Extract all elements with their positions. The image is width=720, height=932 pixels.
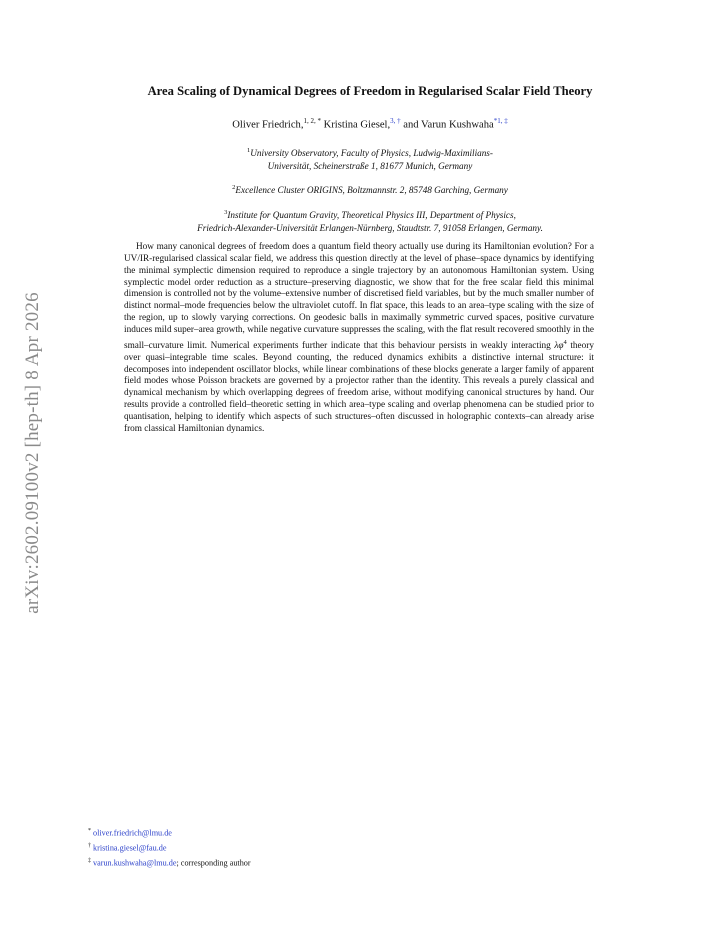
affiliation-1-number: 1 [247, 147, 251, 154]
abstract-text-2: theory over quasi–integrable time scales. Beyond counting, the reduced dynamics exhibits a distinctive internal structure: it decomposes into independent oscillator blocks, while linear combinations of these blocks generate a larger family of apparent field modes whose Poisson brackets are governed by a projector rather than the identity. This reveals a purely classical and dynamical mechanism by which overlapping degrees of freedom arise, without modifying canonical structures by hand. Our results provide a controlled field–theoretic setting in which area–type scaling and overlap phenomena can be studied prior to quantisation, helping to identify which aspects of such structures–often discussed in holographic contexts–can already arise from classical Hamiltonian dynamics. [124, 340, 594, 434]
author-3-name: and Varun Kushwaha [400, 119, 494, 131]
affiliation-3-line-2: Friedrich-Alexander-Universität Erlangen-Nürnberg, Staudtstr. 7, 91058 Erlangen, Germany. [197, 222, 543, 233]
author-1-affil-marks: 1, 2, * [303, 117, 321, 125]
affiliation-3-number: 3 [224, 209, 228, 216]
footnote-3-mark: ‡ [88, 858, 91, 865]
footnote-2 [88, 840, 251, 855]
abstract-text-1: How many canonical degrees of freedom does a quantum field theory actually use during its Hamiltonian evolution? For a UV/IR-regularised classical scalar field, we address this question directly at the level of phase–space dynamics by identifying the minimal symplectic dimension required to reproduce a single trajectory by an autonomous Hamiltonian system. Using symplectic model order reduction as a structure–preserving diagnostic, we show that for the free scalar field this minimal dimension is controlled not by the volume–extensive number of discretised field variables, but by the much smaller number of distinct normal–mode frequencies below the ultraviolet cutoff. In flat space, this leads to an area–type scaling with the size of the region, up to slowly varying corrections. On geodesic balls in maximally symmetric curved spaces, positive curvature induces mild super–area growth, while negative curvature suppresses the scaling, with the flat result recovered smoothly in the small–curvature limit. Numerical experiments further indicate that this behaviour persists in weakly interacting [124, 242, 594, 351]
affiliation-2 [110, 182, 630, 197]
affiliation-1 [110, 145, 630, 172]
footnote-3 [88, 855, 251, 870]
author-1-name: Oliver Friedrich, [232, 119, 304, 131]
affiliation-2-line-1: Excellence Cluster ORIGINS, Boltzmannstr. 2, 85748 Garching, Germany [235, 185, 508, 196]
footnote-3-email-link[interactable]: varun.kushwaha@lmu.de [93, 859, 177, 869]
footnote-3-note: ; corresponding author [176, 859, 251, 869]
author-2-affil-marks[interactable]: 3, † [390, 117, 401, 125]
footnote-1-mark: * [88, 828, 91, 834]
affiliation-2-number: 2 [232, 184, 236, 191]
arxiv-identifier: arXiv:2602.09100v2 [hep-th] 8 Apr 2026 [22, 291, 43, 614]
author-2-name: Kristina Giesel, [320, 119, 391, 131]
lambda-phi-symbol: λφ [554, 340, 564, 351]
paper-title: Area Scaling of Dynamical Degrees of Freedom in Regularised Scalar Field Theory [147, 84, 593, 98]
affiliation-3-line-1: Institute for Quantum Gravity, Theoretical Physics III, Department of Physics, [227, 210, 516, 221]
footnote-2-mark: † [88, 843, 91, 850]
arxiv-side-stamp [18, 265, 48, 640]
affiliation-1-line-2: Universität, Scheinerstraße 1, 81677 Munich, Germany [267, 160, 473, 171]
affiliation-1-line-1: University Observatory, Faculty of Physics, Ludwig-Maximilians- [250, 148, 493, 159]
author-list [90, 117, 650, 131]
footnotes [88, 825, 251, 870]
footnote-1 [88, 825, 251, 840]
lambda-phi-exponent: 4 [563, 338, 567, 346]
footnote-1-email-link[interactable]: oliver.friedrich@lmu.de [93, 828, 172, 838]
abstract [124, 242, 594, 436]
affiliation-3 [110, 207, 630, 234]
author-3-affil-marks[interactable]: *1, ‡ [493, 117, 508, 125]
footnote-2-email-link[interactable]: kristina.giesel@fau.de [93, 843, 167, 853]
